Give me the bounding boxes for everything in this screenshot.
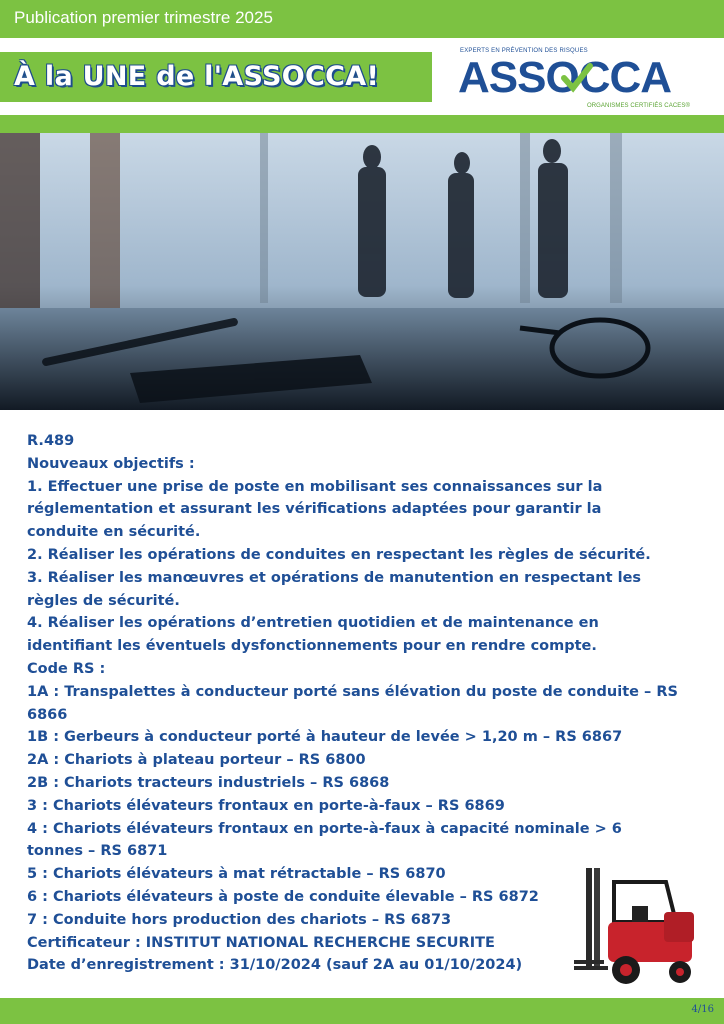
headline: À la UNE de l'ASSOCCA!: [14, 61, 380, 92]
text-line: 6866: [27, 706, 68, 723]
text-line: règles de sécurité.: [27, 592, 180, 609]
text-line: identifiant les éventuels dysfonctionnements pour en rendre compte.: [27, 638, 597, 655]
headline-banner: [0, 52, 432, 104]
green-band: [0, 115, 724, 133]
text-line: Code RS :: [27, 660, 106, 677]
text-line: 7 : Conduite hors production des chariots – RS 6873: [27, 911, 452, 928]
publication-label: Publication premier trimestre 2025: [14, 8, 273, 27]
text-line: 4 : Chariots élévateurs frontaux en porte-à-faux à capacité nominale > 6: [27, 820, 622, 837]
text-line: Date d’enregistrement : 31/10/2024 (sauf 2A au 01/10/2024): [27, 957, 523, 974]
text-line: 2A : Chariots à plateau porteur – RS 6800: [27, 752, 366, 769]
check-icon: [556, 58, 596, 98]
text-line: 1A : Transpalettes à conducteur porté sans élévation du poste de conduite – RS: [27, 683, 678, 700]
text-line: réglementation et assurant les vérifications adaptées pour garantir la: [27, 501, 602, 518]
text-line: 2. Réaliser les opérations de conduites en respectant les règles de sécurité.: [27, 546, 651, 563]
logo-brand: ASSOCCA: [458, 53, 672, 102]
logo-subtitle: ORGANISMES CERTIFIÉS CACES®: [586, 103, 690, 109]
text-line: 4. Réaliser les opérations d’entretien quotidien et de maintenance en: [27, 615, 599, 632]
logo-tagline: EXPERTS EN PRÉVENTION DES RISQUES: [460, 48, 588, 54]
text-line: Certificateur : INSTITUT NATIONAL RECHERCHE SECURITE: [27, 934, 495, 951]
text-line: 1. Effectuer une prise de poste en mobilisant ses connaissances sur la: [27, 478, 603, 495]
business-meeting-photo: [0, 133, 724, 410]
text-line: R.489: [27, 433, 75, 449]
text-line: 5 : Chariots élévateurs à mat rétractable – RS 6870: [27, 866, 446, 883]
text-line: 1B : Gerbeurs à conducteur porté à hauteur de levée > 1,20 m – RS 6867: [27, 729, 623, 746]
text-line: tonnes – RS 6871: [27, 843, 168, 860]
page-number: 4/16: [691, 1004, 714, 1015]
text-line: 6 : Chariots élévateurs à poste de conduite élevable – RS 6872: [27, 888, 539, 905]
assocca-logo: [456, 48, 696, 110]
top-banner: [0, 0, 724, 38]
text-line: conduite en sécurité.: [27, 524, 201, 541]
text-line: 3 : Chariots élévateurs frontaux en porte-à-faux – RS 6869: [27, 797, 505, 814]
forklift-image: [568, 862, 708, 992]
text-line: 3. Réaliser les manœuvres et opérations de manutention en respectant les: [27, 569, 642, 586]
text-line: Nouveaux objectifs :: [27, 455, 195, 472]
bottom-banner: [0, 998, 724, 1024]
text-line: 2B : Chariots tracteurs industriels – RS 6868: [27, 774, 390, 791]
